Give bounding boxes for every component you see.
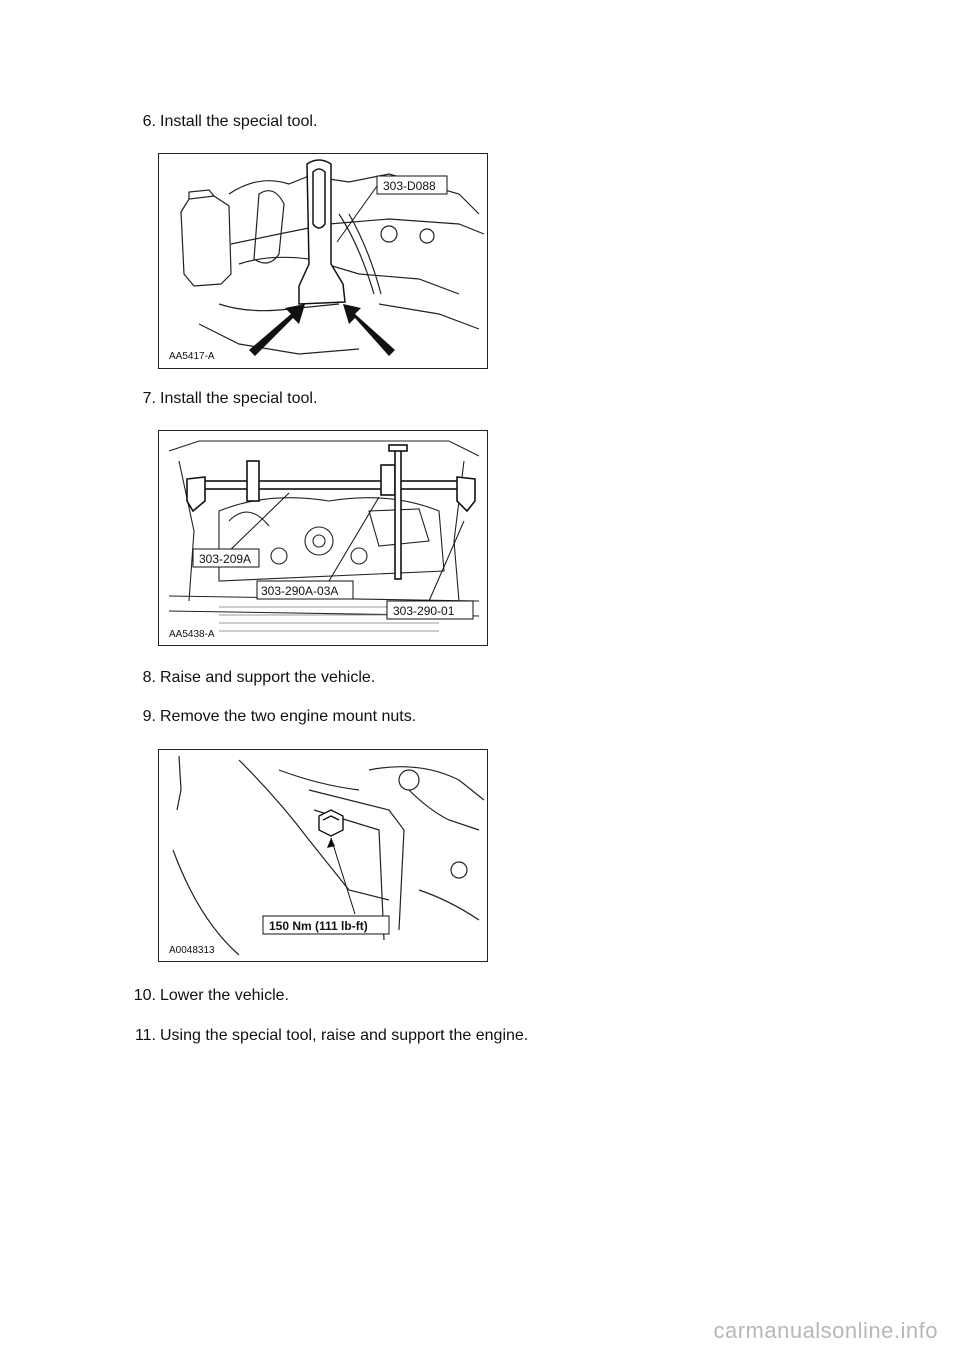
engine-illustration-1 bbox=[159, 154, 487, 368]
step-number: 8. bbox=[142, 669, 156, 686]
callout-label: 303-209A bbox=[199, 552, 252, 566]
step-text: Remove the two engine mount nuts. bbox=[160, 708, 417, 725]
step-number: 9. bbox=[142, 708, 156, 725]
callout-label: 303-290A-03A bbox=[261, 584, 339, 598]
figure-id: AA5438-A bbox=[169, 629, 215, 640]
torque-label: 150 Nm (111 lb-ft) bbox=[269, 919, 368, 933]
step-number: 7. bbox=[142, 390, 156, 407]
step-number: 10. bbox=[133, 987, 156, 1004]
step-text: Using the special tool, raise and support the engine. bbox=[160, 1027, 529, 1044]
figure-aa5438-a bbox=[158, 430, 488, 646]
figure-id: AA5417-A bbox=[169, 351, 215, 362]
engine-illustration-2 bbox=[159, 431, 487, 645]
step-text: Install the special tool. bbox=[160, 390, 318, 407]
figure-a0048313 bbox=[158, 749, 488, 962]
step-number: 11. bbox=[134, 1027, 156, 1044]
engine-mount-illustration bbox=[159, 750, 487, 961]
step-text: Install the special tool. bbox=[160, 113, 318, 130]
figure-id: A0048313 bbox=[169, 945, 215, 956]
callout-label: 303-290-01 bbox=[393, 604, 455, 618]
step-text: Raise and support the vehicle. bbox=[160, 669, 376, 686]
engine-mount-nut bbox=[319, 810, 343, 836]
callout-label: 303-D088 bbox=[383, 179, 436, 193]
step-number: 6. bbox=[142, 113, 156, 130]
step-text: Lower the vehicle. bbox=[160, 987, 289, 1004]
figure-aa5417-a bbox=[158, 153, 488, 369]
watermark: carmanualsonline.info bbox=[713, 1318, 938, 1343]
